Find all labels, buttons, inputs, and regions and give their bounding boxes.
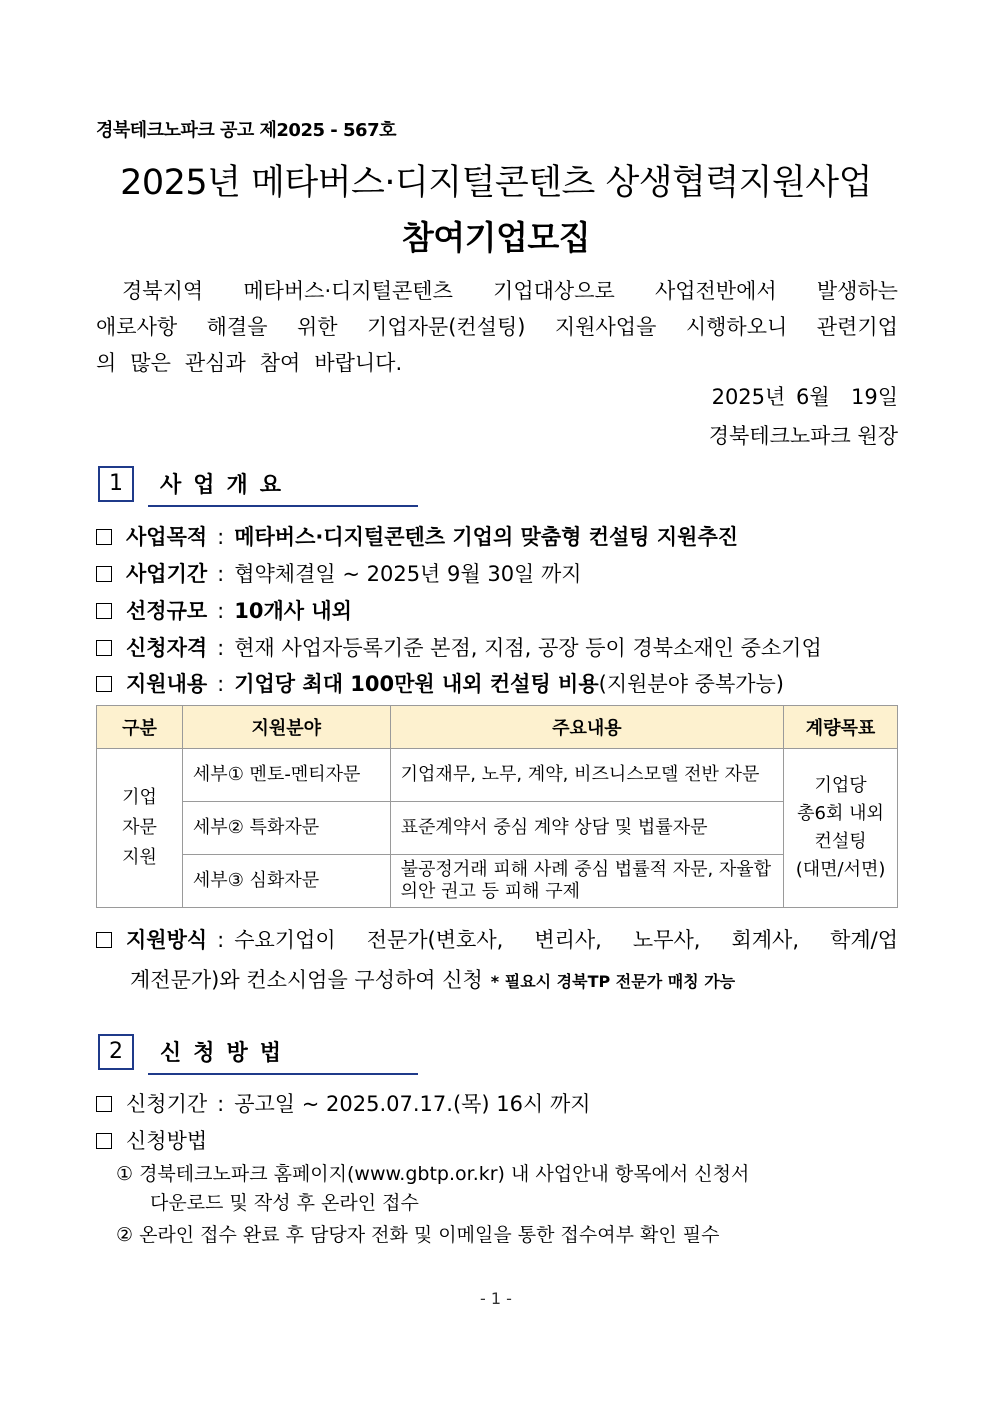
method-line-1: 지원방식 : 수요기업이 전문가(변호사, 변리사, 노무사, 회계사, 학계/업 <box>96 920 898 960</box>
checkbox-icon <box>96 1133 112 1149</box>
table-field-cell: 세부① 멘토-멘티자문 <box>182 749 390 802</box>
item-application-period: 신청기간 : 공고일 ~ 2025.07.17.(목) 16시 까지 <box>96 1088 591 1118</box>
notice-date: 2025년 6월 19일 <box>711 385 898 409</box>
intro-word: 지원사업을 <box>554 315 657 339</box>
intro-word: 애로사항 <box>96 315 178 339</box>
method-note: * 필요시 경북TP 전문가 매칭 가능 <box>490 972 736 991</box>
item-label: 사업기간 <box>126 562 208 586</box>
method-line-2 <box>96 960 898 1002</box>
section-number-badge: 2 <box>98 1034 134 1070</box>
item-application-method <box>96 1125 207 1155</box>
method-word: 변리사, <box>534 928 602 952</box>
intro-word: 기업대상으로 <box>493 279 615 303</box>
checkbox-icon <box>96 529 112 545</box>
method-word: 노무사, <box>632 928 701 952</box>
table-header: 구분 <box>97 706 183 749</box>
intro-word: 바랍니다. <box>314 351 403 375</box>
intro-word: 많은 <box>130 351 171 375</box>
table-field-cell: 세부② 특화자문 <box>182 802 390 855</box>
application-step-2 <box>116 1221 719 1250</box>
section-title: 신청방법 <box>160 1041 294 1066</box>
checkbox-icon <box>96 640 112 656</box>
item-support-content: 지원내용 : 기업당 최대 100만원 내외 컨설팅 비용(지원분야 중복가능) <box>96 668 784 698</box>
checkbox-icon <box>96 603 112 619</box>
intro-line-3 <box>96 345 898 381</box>
notice-number: 경북테크노파크 공고 제2025 - 567호 <box>96 120 396 141</box>
table-header: 계량목표 <box>784 706 898 749</box>
item-label: 신청기간 <box>126 1092 208 1116</box>
section-title: 사업개요 <box>160 473 294 498</box>
application-step-1 <box>116 1160 749 1218</box>
item-label: 신청자격 <box>126 636 208 660</box>
item-label: 지원내용 <box>126 672 208 696</box>
support-table <box>96 705 898 908</box>
intro-word: 해결을 <box>206 315 268 339</box>
table-header: 주요내용 <box>390 706 783 749</box>
intro-line-1 <box>96 273 898 309</box>
item-label: 지원방식 <box>126 928 208 952</box>
intro-word: 위한 <box>296 315 338 339</box>
intro-word: 관련기업 <box>816 315 898 339</box>
item-value: 메타버스·디지털콘텐츠 기업의 맞춤형 컨설팅 지원추진 <box>234 525 739 549</box>
item-period: 사업기간 : 협약체결일 ~ 2025년 9월 30일 까지 <box>96 558 582 588</box>
intro-word: 의 <box>96 351 117 375</box>
section-number-badge: 1 <box>98 466 134 502</box>
item-label: 선정규모 <box>126 599 208 623</box>
item-eligibility: 신청자격 : 현재 사업자등록기준 본점, 지점, 공장 등이 경북소재인 중소기업 <box>96 632 822 662</box>
table-header-row <box>97 706 898 749</box>
table-row <box>97 749 898 802</box>
intro-word: 시행하오니 <box>685 315 788 339</box>
table-category-cell: 기업 자문 지원 <box>97 749 183 908</box>
step-text: ① 경북테크노파크 홈페이지(www.gbtp.or.kr) 내 사업안내 항목에서 신청서 <box>116 1163 750 1185</box>
table-header: 지원분야 <box>182 706 390 749</box>
page-number: - 1 - <box>480 1289 512 1308</box>
checkbox-icon <box>96 932 112 948</box>
intro-paragraph <box>96 273 898 381</box>
method-word: 회계사, <box>731 928 800 952</box>
checkbox-icon <box>96 566 112 582</box>
step-text: 다운로드 및 작성 후 온라인 접수 <box>150 1192 419 1214</box>
item-support-method <box>96 920 898 1002</box>
method-word: 전문가(변호사, <box>366 928 504 952</box>
issuing-organization: 경북테크노파크 원장 <box>708 424 898 448</box>
table-content-cell: 표준계약서 중심 계약 상담 및 법률자문 <box>390 802 783 855</box>
intro-word: 경북지역 <box>122 279 204 303</box>
table-content-cell: 불공정거래 피해 사례 중심 법률적 자문, 자율합의안 권고 등 피해 구제 <box>390 855 783 908</box>
method-text: 계전문가)와 컨소시엄을 구성하여 신청 <box>130 968 483 992</box>
item-scale: 선정규모 : 10개사 내외 <box>96 595 352 625</box>
table-row <box>97 855 898 908</box>
title-line-1: 2025년 메타버스·디지털콘텐츠 상생협력지원사업 <box>120 163 872 203</box>
intro-word: 참여 <box>259 351 301 375</box>
table-target-cell: 기업당 총6회 내외 컨설팅 (대면/서면) <box>784 749 898 908</box>
section-underline <box>148 505 418 507</box>
item-purpose: 사업목적 : 메타버스·디지털콘텐츠 기업의 맞춤형 컨설팅 지원추진 <box>96 521 738 551</box>
checkbox-icon <box>96 1096 112 1112</box>
intro-word: 발생하는 <box>816 279 898 303</box>
intro-word: 기업자문(컨설팅) <box>367 315 526 339</box>
table-row <box>97 802 898 855</box>
title-line-2: 참여기업모집 <box>401 218 591 257</box>
item-value: 공고일 ~ 2025.07.17.(목) 16시 까지 <box>234 1092 591 1116</box>
intro-word: 사업전반에서 <box>654 279 777 303</box>
table-field-cell: 세부③ 심화자문 <box>182 855 390 908</box>
intro-line-2 <box>96 309 898 345</box>
intro-word: 관심과 <box>184 351 246 375</box>
item-value-suffix: (지원분야 중복가능) <box>598 672 784 696</box>
intro-word: 메타버스·디지털콘텐츠 <box>243 279 453 303</box>
item-label: 사업목적 <box>126 525 208 549</box>
table-content-cell: 기업재무, 노무, 계약, 비즈니스모델 전반 자문 <box>390 749 783 802</box>
item-value: 현재 사업자등록기준 본점, 지점, 공장 등이 경북소재인 중소기업 <box>234 636 822 660</box>
method-word: 학계/업 <box>830 928 898 952</box>
item-value: 협약체결일 ~ 2025년 9월 30일 까지 <box>234 562 582 586</box>
item-label: 신청방법 <box>126 1129 208 1153</box>
method-word: 수요기업이 <box>234 928 336 952</box>
step-text: ② 온라인 접수 완료 후 담당자 전화 및 이메일을 통한 접수여부 확인 필수 <box>116 1224 720 1246</box>
checkbox-icon <box>96 676 112 692</box>
item-value: 10개사 내외 <box>234 599 352 623</box>
item-value: 기업당 최대 100만원 내외 컨설팅 비용 <box>234 672 599 696</box>
section-underline <box>148 1073 418 1075</box>
